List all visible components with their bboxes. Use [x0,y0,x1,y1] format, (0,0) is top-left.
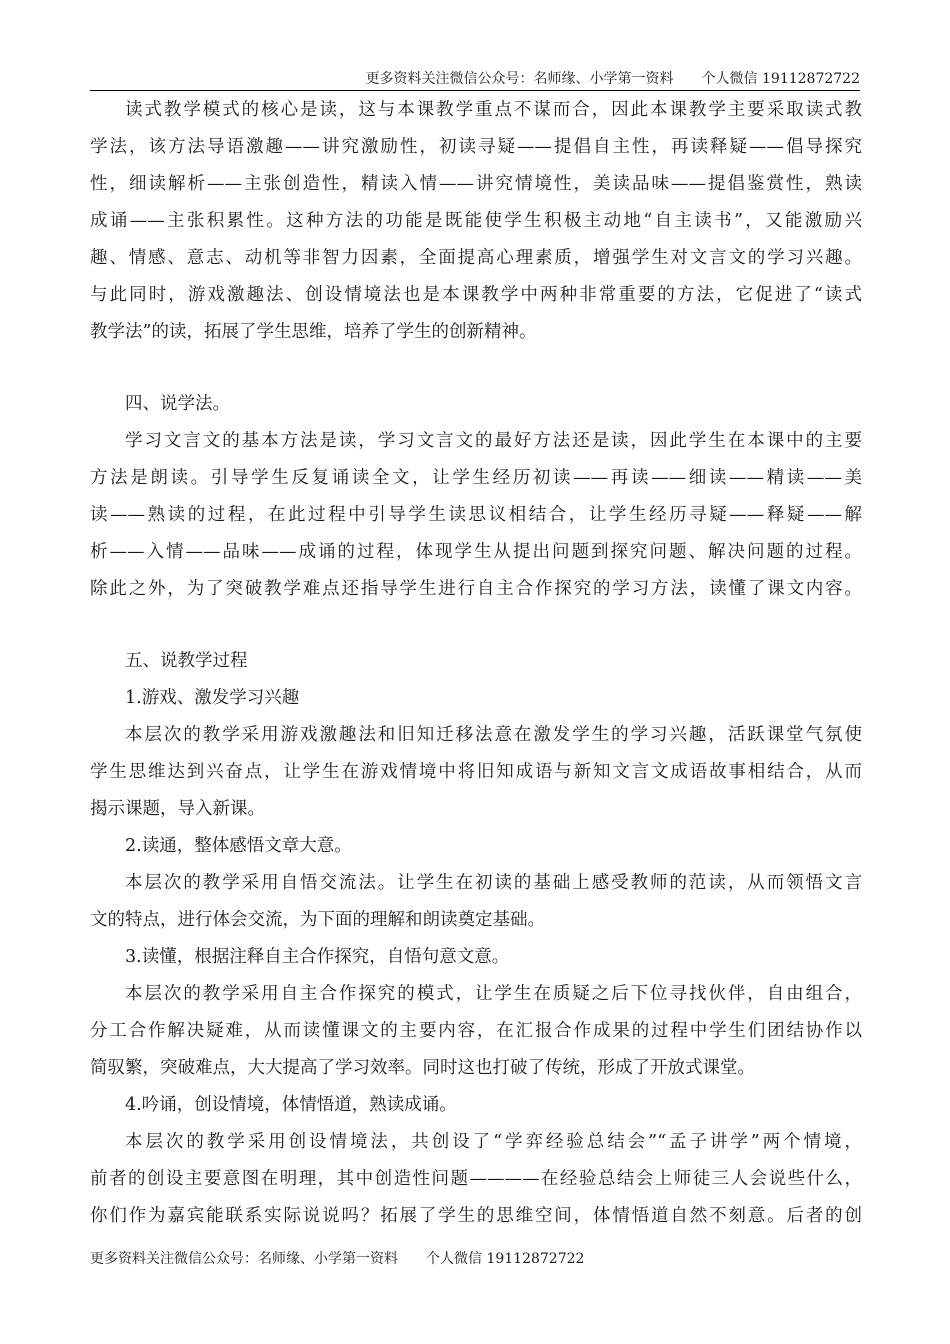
text-line: 趣、情感、意志、动机等非智力因素，全面提高心理素质，增强学生对文言文的学习兴趣。 [90,248,862,268]
text-line: 方法是朗读。引导学生反复诵读全文，让学生经历初读——再读——细读——精读——美 [90,468,862,488]
document-body [90,92,862,1235]
step-title-4: 4.吟诵，创设情境，体情悟道，熟读成诵。 [125,1095,457,1115]
text-line: 你们作为嘉宾能联系实际说说吗？拓展了学生的思维空间，体情悟道自然不刻意。后者的创 [90,1206,862,1226]
text-line: 本层次的教学采用创设情境法，共创设了“学弈经验总结会”“孟子讲学”两个情境， [125,1132,862,1152]
blank-line [90,351,862,386]
text-line: 学生思维达到兴奋点，让学生在游戏情境中将旧知成语与新知文言文成语故事相结合，从而 [90,762,862,782]
section-heading-4: 四、说学法。 [125,394,230,414]
text-line: 简驭繁，突破难点，大大提高了学习效率。同时这也打破了传统，形成了开放式课堂。 [90,1058,755,1078]
text-line: 读式教学模式的核心是读，这与本课教学重点不谋而合，因此本课教学主要采取读式教 [125,100,862,120]
paragraph-learning-method [90,423,862,608]
step-paragraph-3 [90,976,862,1087]
step-title-2: 2.读通，整体感悟文章大意。 [125,836,352,856]
text-line: 揭示课题，导入新课。 [90,799,265,819]
footer-promo: 更多资料关注微信公众号：名师缘、小学第一资料 [90,1251,398,1267]
text-line: 文的特点，进行体会交流，为下面的理解和朗读奠定基础。 [90,910,545,930]
text-line: 本层次的教学采用自悟交流法。让学生在初读的基础上感受教师的范读，从而领悟文言 [125,873,862,893]
footer-contact: 个人微信 19112872722 [426,1251,585,1267]
text-line: 与此同时，游戏激趣法、创设情境法也是本课教学中两种非常重要的方法，它促进了“读式 [90,285,862,305]
step-paragraph-4 [90,1124,862,1235]
header-promo: 更多资料关注微信公众号：名师缘、小学第一资料 [365,71,674,87]
blank-line [90,608,862,643]
text-line: 前者的创设主要意图在明理，其中创造性问题————在经验总结会上师徒三人会说些什么， [90,1169,862,1189]
header-contact: 个人微信 19112872722 [701,71,860,87]
text-line: 分工合作解决疑难，从而读懂课文的主要内容，在汇报合作成果的过程中学生们团结协作以 [90,1021,862,1041]
step-title-3: 3.读懂，根据注释自主合作探究，自悟句意文意。 [125,947,510,967]
text-line: 读——熟读的过程，在此过程中引导学生读思议相结合，让学生经历寻疑——释疑——解 [90,505,862,525]
text-line: 成诵——主张积累性。这种方法的功能是既能使学生积极主动地“自主读书”，又能激励兴 [90,211,862,231]
text-line: 学法，该方法导语激趣——讲究激励性，初读寻疑——提倡自主性，再读释疑——倡导探究 [90,137,862,157]
page-footer [90,1248,584,1268]
text-line: 除此之外，为了突破教学难点还指导学生进行自主合作探究的学习方法，读懂了课文内容。 [90,579,862,599]
text-line: 教学法”的读，拓展了学生思维，培养了学生的创新精神。 [90,322,537,342]
text-line: 析——入情——品味——成诵的过程，体现学生从提出问题到探究问题、解决问题的过程。 [90,542,862,562]
text-line: 本层次的教学采用自主合作探究的模式，让学生在质疑之后下位寻找伙伴，自由组合， [125,984,862,1004]
header-text [366,68,860,88]
step-title-1: 1.游戏、激发学习兴趣 [125,688,300,708]
section-heading-5: 五、说教学过程 [125,651,248,671]
step-paragraph-2 [90,865,862,939]
paragraph-reading-method [90,92,862,351]
page-header [90,64,860,91]
step-paragraph-1 [90,717,862,828]
text-line: 本层次的教学采用游戏激趣法和旧知迁移法意在激发学生的学习兴趣，活跃课堂气氛使 [125,725,862,745]
text-line: 性，细读解析——主张创造性，精读入情——讲究情境性，美读品味——提倡鉴赏性，熟读 [90,174,862,194]
text-line: 学习文言文的基本方法是读，学习文言文的最好方法还是读，因此学生在本课中的主要 [125,431,862,451]
